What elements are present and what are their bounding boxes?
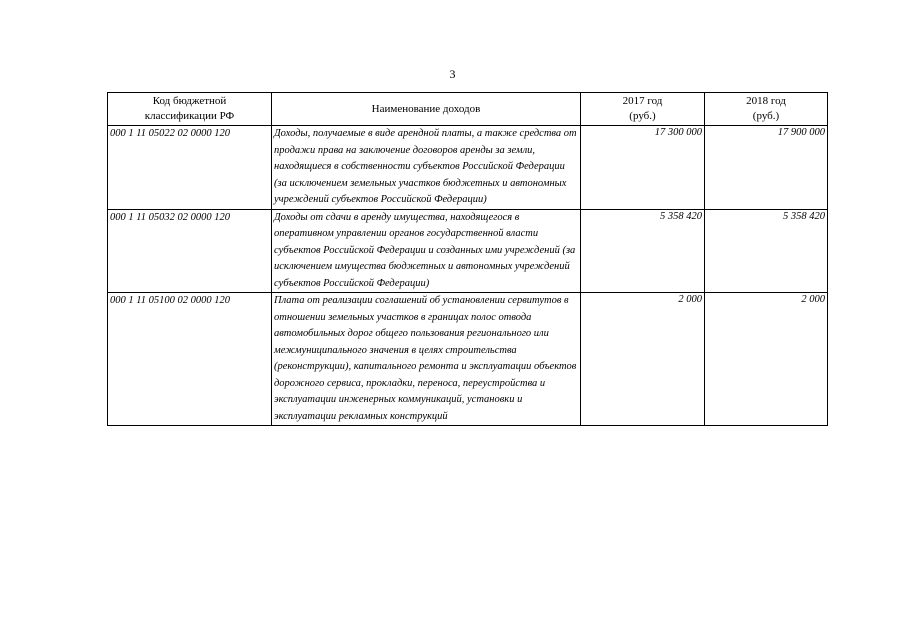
header-name: Наименование доходов: [272, 93, 581, 126]
header-code-line-2: классификации РФ: [144, 110, 235, 122]
header-year-2017-line-1: 2017 год: [622, 95, 663, 107]
page-number: 3: [449, 67, 456, 81]
row-amount-2017: 2 000: [581, 293, 705, 426]
table-header: [108, 93, 828, 126]
table-row: [108, 126, 828, 210]
table-row: [108, 209, 828, 293]
row-code: 000 1 11 05022 02 0000 120: [108, 126, 272, 210]
header-year-2018-line-1: 2018 год: [746, 95, 786, 107]
row-name: Плата от реализации соглашений об установлении сервитутов в отношении земельных участков в границах полос отвода автомобильных дорог общего пользования регионального или межмуниципального значения в целях строительства (реконструкции), капитального ремонта и эксплуатации объектов дорожного сервиса, прокладки, переноса, переустройства и эксплуатации инженерных коммуникаций, установки и эксплуатации рекламных конструкций: [272, 293, 581, 426]
header-year-2017-line-2: (руб.): [629, 110, 656, 122]
row-name: Доходы, получаемые в виде арендной платы, а также средства от продажи права на заключение договоров аренды за земли, находящиеся в собственности субъектов Российской Федерации (за исключением земельных участков бюджетных и автономных учреждений субъектов Российской Федерации): [272, 126, 581, 210]
revenue-table: [107, 92, 828, 426]
header-year-2018-line-2: (руб.): [752, 110, 780, 122]
header-row: [108, 93, 828, 126]
table-body: [108, 126, 828, 426]
header-code-line-1: Код бюджетной: [152, 95, 227, 107]
header-code: [108, 93, 272, 126]
row-code: 000 1 11 05032 02 0000 120: [108, 209, 272, 293]
row-name: Доходы от сдачи в аренду имущества, находящегося в оперативном управлении органов государственной власти субъектов Российской Федерации и созданных ими учреждений (за исключением имущества бюджетных и автономных учреждений субъектов Российской Федерации): [272, 209, 581, 293]
row-amount-2018: 2 000: [705, 293, 828, 426]
row-code: 000 1 11 05100 02 0000 120: [108, 293, 272, 426]
header-year-2017: [581, 93, 705, 126]
row-amount-2018: 5 358 420: [705, 209, 828, 293]
header-year-2018: [705, 93, 828, 126]
row-amount-2018: 17 900 000: [705, 126, 828, 210]
table-row: [108, 293, 828, 426]
row-amount-2017: 5 358 420: [581, 209, 705, 293]
row-amount-2017: 17 300 000: [581, 126, 705, 210]
